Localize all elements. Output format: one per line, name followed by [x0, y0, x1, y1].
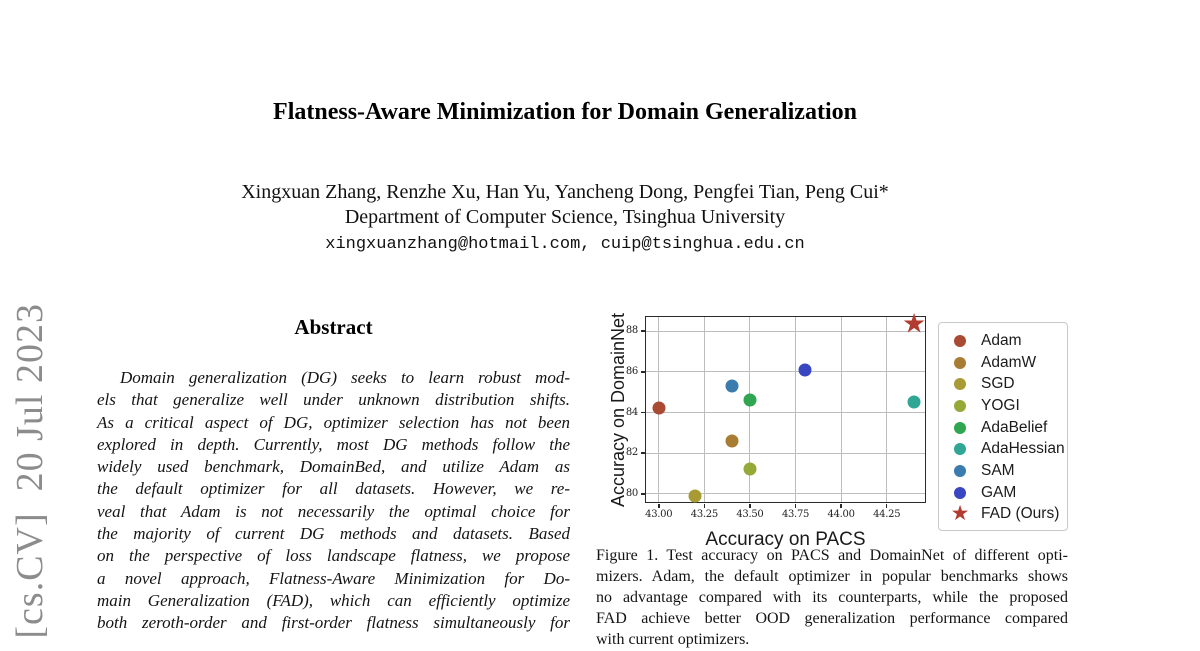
legend-item-adahessian: [939, 438, 1067, 460]
legend-item-sam: [939, 460, 1067, 482]
abstract-line: both zeroth-order and first-order flatness simultaneously for: [97, 613, 570, 633]
dot-glyph: [954, 487, 966, 499]
legend-item-adabelief: [939, 417, 1067, 439]
abstract-line: els that generalize well under unknown distribution shifts.: [97, 390, 570, 410]
chart-point-adahessian: [908, 396, 921, 409]
chart-point-adamw: [725, 435, 738, 448]
caption-line: no advantage compared with its counterparts, while the proposed: [596, 588, 1068, 606]
legend-item-adamw: [939, 352, 1067, 374]
legend-item-fadours: [939, 500, 1067, 525]
dot-glyph: [954, 335, 966, 347]
abstract-line: main Generalization (FAD), which can efficiently optimize: [97, 590, 570, 610]
legend-item-adam: [939, 330, 1067, 352]
paper-title: Flatness-Aware Minimization for Domain Generalization: [273, 99, 857, 125]
figure-caption: [596, 546, 1068, 651]
legend-label: AdaHessian: [981, 440, 1065, 458]
abstract-line: on the perspective of loss landscape flatness, we propose: [97, 546, 570, 566]
dot-glyph: [954, 422, 966, 434]
y-axis-tick: [641, 371, 645, 373]
legend-label: YOGI: [981, 396, 1020, 414]
arxiv-banner: [cs.CV] 20 Jul 2023: [9, 303, 51, 639]
star-glyph: ★: [950, 500, 970, 525]
y-axis-tick-label: 84: [625, 406, 638, 418]
abstract-line: As a critical aspect of DG, optimizer selection has not been: [97, 412, 570, 432]
abstract-line: the default optimizer for all datasets. However, we re-: [97, 479, 570, 499]
caption-line: Figure 1. Test accuracy on PACS and DomainNet of different opti-: [596, 547, 1068, 564]
dot-glyph: [954, 378, 966, 390]
chart-point-adabelief: [743, 394, 756, 407]
x-axis-tick-label: 44.00: [827, 509, 855, 520]
dot-icon: [939, 443, 981, 455]
chart-point-gam: [798, 363, 811, 376]
y-axis-tick-label: 82: [625, 447, 638, 459]
x-axis-tick-label: 44.25: [873, 509, 901, 520]
dot-icon: [939, 378, 981, 390]
dot-glyph: [954, 400, 966, 412]
y-axis-tick: [641, 330, 645, 332]
x-axis-tick-label: 43.00: [645, 509, 673, 520]
legend-label: Adam: [981, 331, 1022, 349]
legend-label: AdaBelief: [981, 418, 1048, 436]
chart-point-yogi: [743, 463, 756, 476]
x-axis-tick: [749, 504, 751, 508]
chart-point-sam: [725, 380, 738, 393]
x-axis-tick-label: 43.75: [781, 509, 810, 520]
x-axis-tick: [886, 504, 888, 508]
dot-glyph: [954, 357, 966, 369]
emails-line: xingxuanzhang@hotmail.com, cuip@tsinghua.edu.cn: [325, 235, 805, 254]
dot-icon: [939, 357, 981, 369]
y-axis-tick: [641, 452, 645, 454]
dot-icon: [939, 335, 981, 347]
abstract-heading: Abstract: [294, 315, 373, 339]
chart-point-fadours: ★: [901, 308, 927, 340]
abstract-line: explored in depth. Currently, most DG methods follow the: [97, 434, 570, 454]
dot-icon: [939, 422, 981, 434]
x-axis-tick: [840, 504, 842, 508]
y-axis-tick-label: 86: [625, 365, 638, 377]
x-axis-tick-label: 43.25: [690, 509, 718, 520]
x-axis-tick: [658, 504, 660, 508]
y-axis-tick-label: 88: [625, 325, 638, 337]
legend-label: SAM: [981, 461, 1015, 479]
chart-plot-area: [645, 316, 926, 503]
x-axis-tick-label: 43.50: [736, 509, 764, 520]
legend-item-sgd: [939, 373, 1067, 395]
y-axis-tick: [641, 412, 645, 414]
legend-label: SGD: [981, 375, 1015, 393]
star-icon: [939, 500, 981, 525]
dot-icon: [939, 465, 981, 477]
abstract-line: widely used benchmark, DomainBed, and utilize Adam as: [97, 457, 570, 477]
legend-label: AdamW: [981, 353, 1037, 371]
dot-glyph: [954, 465, 966, 477]
legend-item-yogi: [939, 395, 1067, 417]
abstract-line: a novel approach, Flatness-Aware Minimization for Do-: [97, 568, 570, 588]
chart-point-adam: [652, 402, 665, 415]
abstract-line: the majority of current DG methods and datasets. Based: [97, 524, 570, 544]
authors-line: Xingxuan Zhang, Renzhe Xu, Han Yu, Yancheng Dong, Pengfei Tian, Peng Cui*: [241, 181, 889, 203]
dot-icon: [939, 487, 981, 499]
caption-line: FAD achieve better OOD generalization performance compared: [596, 609, 1068, 627]
y-axis-label: Accuracy on DomainNet: [608, 312, 628, 507]
legend-label: FAD (Ours): [981, 505, 1060, 523]
chart-point-sgd: [689, 489, 702, 502]
x-axis-tick: [704, 504, 706, 508]
dot-glyph: [954, 443, 966, 455]
y-axis-tick-label: 80: [625, 487, 638, 499]
legend-label: GAM: [981, 483, 1017, 501]
chart-legend: [938, 322, 1068, 531]
x-axis-label: Accuracy on PACS: [705, 529, 866, 550]
dot-icon: [939, 400, 981, 412]
caption-line: mizers. Adam, the default optimizer in popular benchmarks shows: [596, 567, 1068, 585]
y-axis-tick: [641, 493, 645, 495]
affiliation-line: Department of Computer Science, Tsinghua University: [344, 206, 786, 228]
abstract-line: veal that Adam is not necessarily the optimal choice for: [97, 501, 570, 521]
x-axis-tick: [795, 504, 797, 508]
caption-line: with current optimizers.: [596, 630, 750, 648]
abstract-line: Domain generalization (DG) seeks to learn robust mod-: [120, 368, 570, 387]
